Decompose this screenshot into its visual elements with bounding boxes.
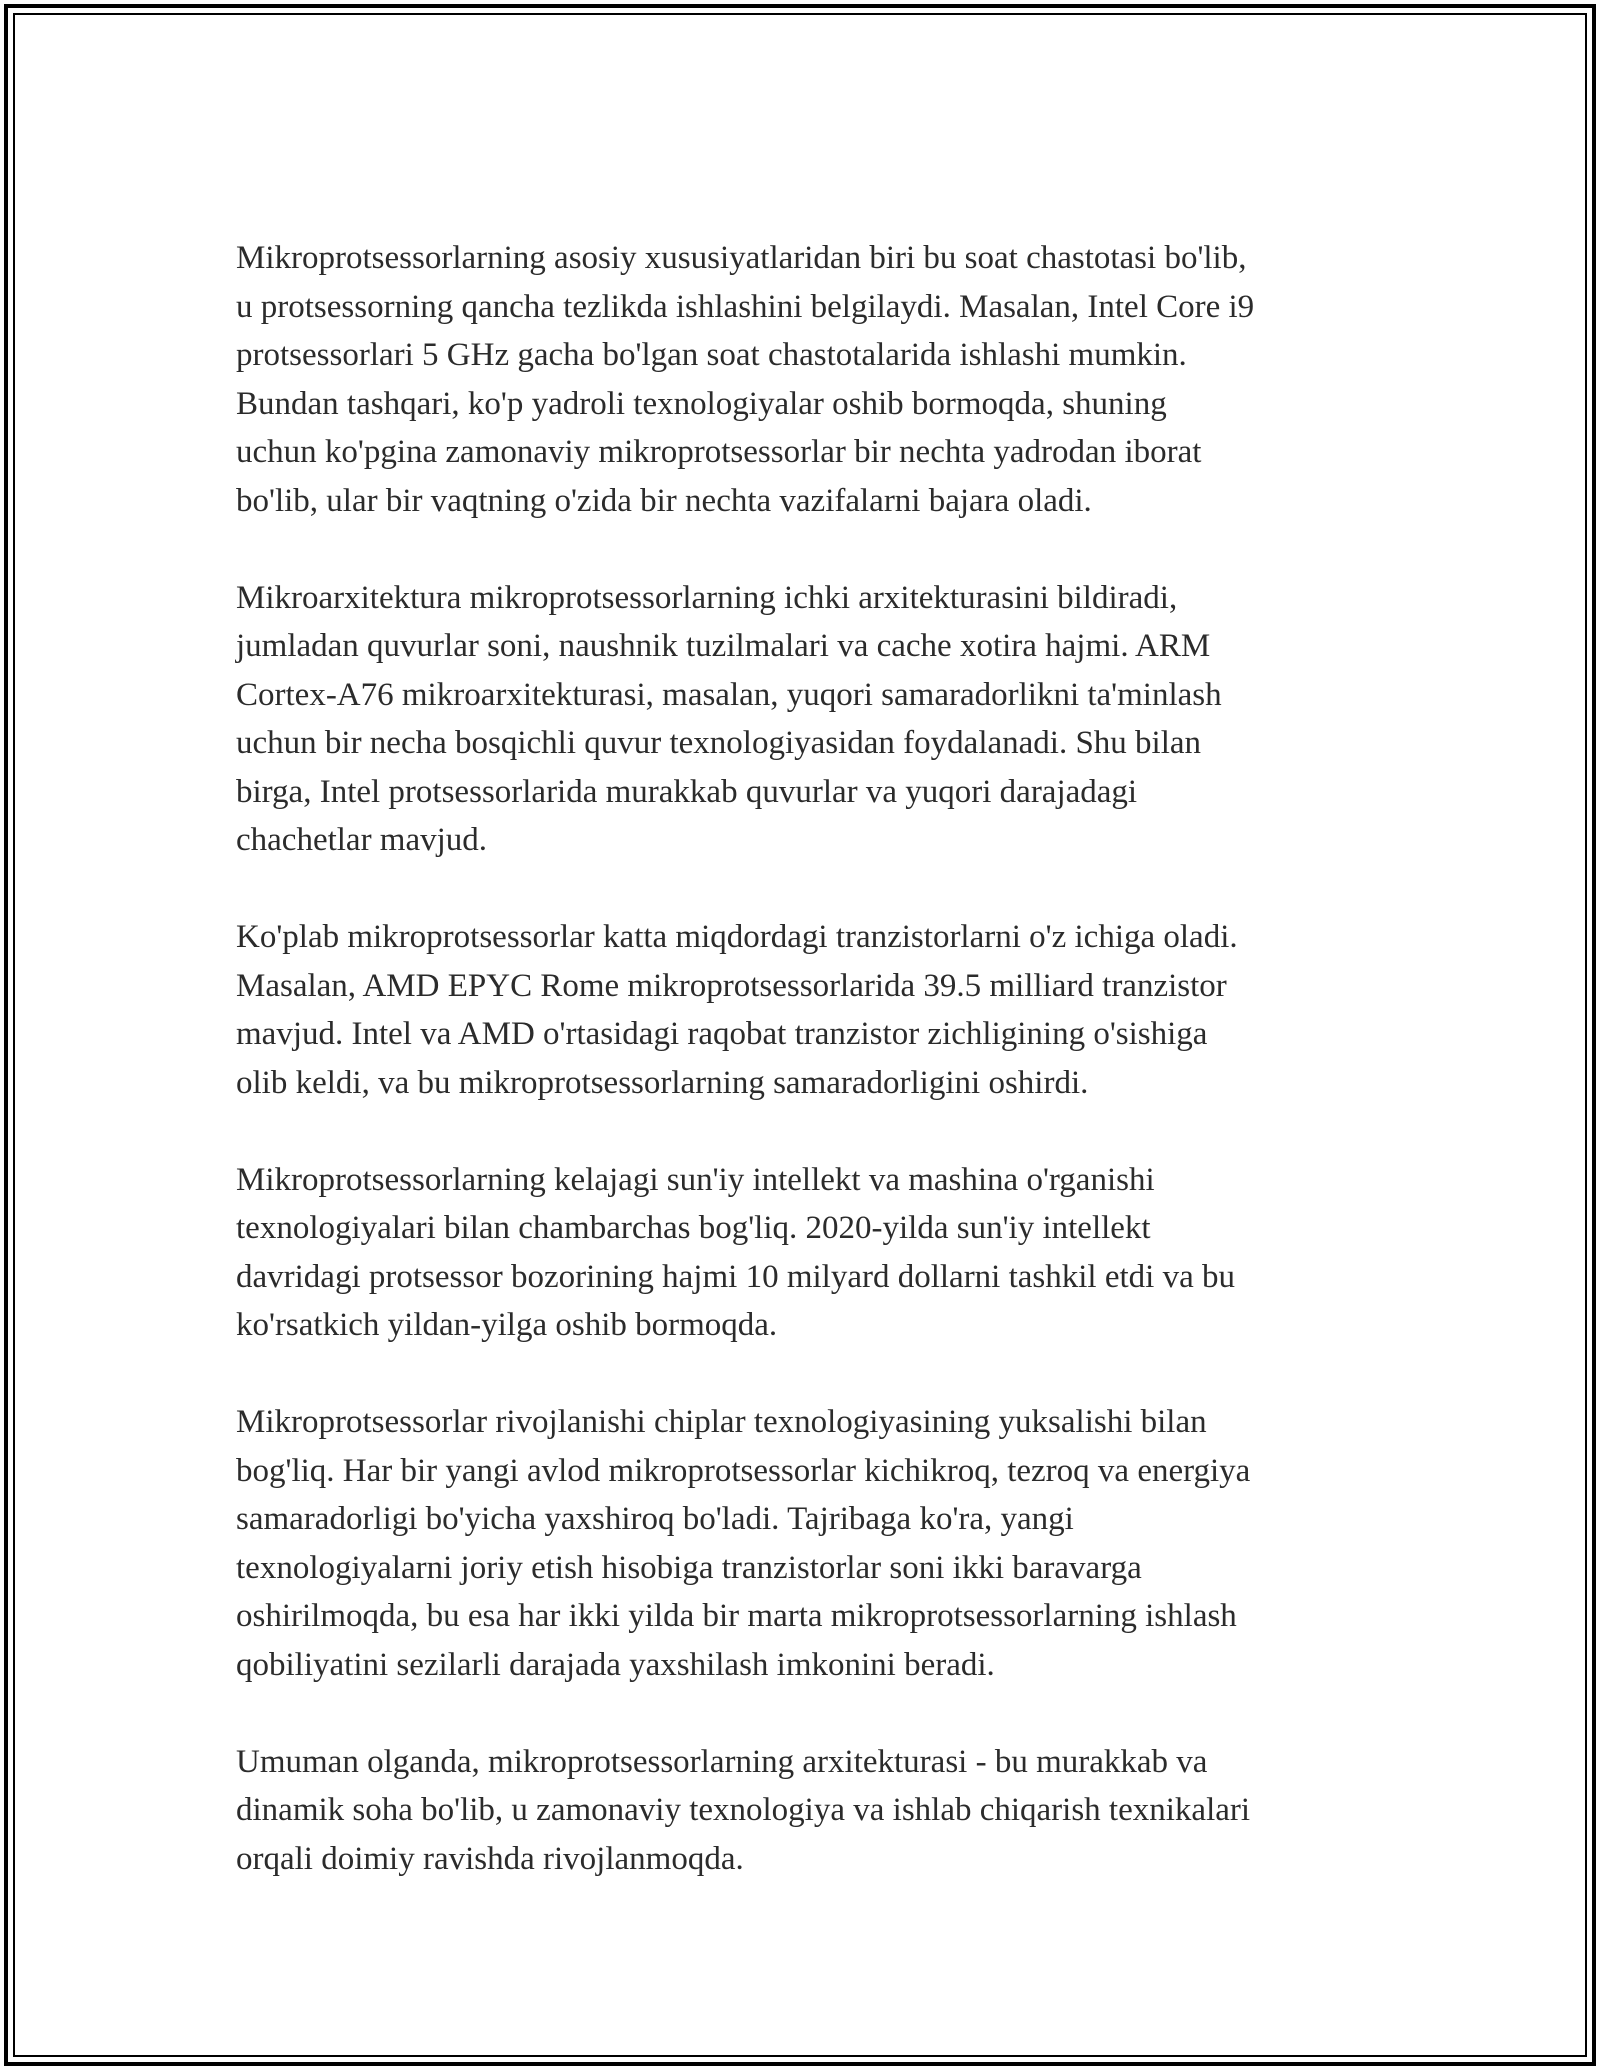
paragraph-conclusion: Umuman olganda, mikroprotsessorlarning arxitekturasi - bu murakkab va dinamik soha bo'lib, u zamonaviy texnologiya va ishlab chiqarish texnikalari orqali doimiy ravishda rivojlanmoqda.: [236, 1743, 1251, 1877]
paragraph-ai-future: Mikroprotsessorlarning kelajagi sun'iy intellekt va mashina o'rganishi texnologiyalari bilan chambarchas bog'liq. 2020-yilda sun'iy intellekt davridagi protsessor bozorining hajmi 10 milyard dollarni tashkil etdi va bu ko'rsatkich yildan-yilga oshib bormoqda.: [236, 1161, 1235, 1343]
paragraph-microarchitecture: Mikroarxitektura mikroprotsessorlarning ichki arxitekturasini bildiradi, jumladan quvurlar soni, naushnik tuzilmalari va cache xotira hajmi. ARM Cortex-A76 mikroarxitekturasi, masalan, yuqori samaradorlikni ta'minlash uchun bir necha bosqichli quvur texnologiyasidan foydalanadi. Shu bilan birga, Intel protsessorlarida murakkab quvurlar va yuqori darajadagi chachetlar mavjud.: [236, 579, 1222, 858]
paragraph-transistors: Ko'plab mikroprotsessorlar katta miqdordagi tranzistorlarni o'z ichiga oladi. Masalan, AMD EPYC Rome mikroprotsessorlarida 39.5 milliard tranzistor mavjud. Intel va AMD o'rtasidagi raqobat tranzistor zichligining o'sishiga olib keldi, va bu mikroprotsessorlarning samaradorligini oshirdi.: [236, 919, 1238, 1101]
paragraph-chip-development: Mikroprotsessorlar rivojlanishi chiplar texnologiyasining yuksalishi bilan bog'liq. Har bir yangi avlod mikroprotsessorlar kichikroq, tezroq va energiya samaradorligi bo'yicha yaxshiroq bo'ladi. Tajribaga ko'ra, yangi texnologiyalarni joriy etish hisobiga tranzistorlar soni ikki baravarga oshirilmoqda, bu esa har ikki yilda bir marta mikroprotsessorlarning ishlash qobiliyatini sezilarli darajada yaxshilash imkonini beradi.: [236, 1404, 1251, 1683]
document-body: [236, 234, 1386, 1932]
paragraph-clock-speed: Mikroprotsessorlarning asosiy xususiyatlaridan biri bu soat chastotasi bo'lib, u protsessorning qancha tezlikda ishlashini belgilaydi. Masalan, Intel Core i9 protsessorlari 5 GHz gacha bo'lgan soat chastotalarida ishlashi mumkin. Bundan tashqari, ko'p yadroli texnologiyalar oshib bormoqda, shuning uchun ko'pgina zamonaviy mikroprotsessorlar bir nechta yadrodan iborat bo'lib, ular bir vaqtning o'zida bir nechta vazifalarni bajara oladi.: [236, 240, 1255, 519]
